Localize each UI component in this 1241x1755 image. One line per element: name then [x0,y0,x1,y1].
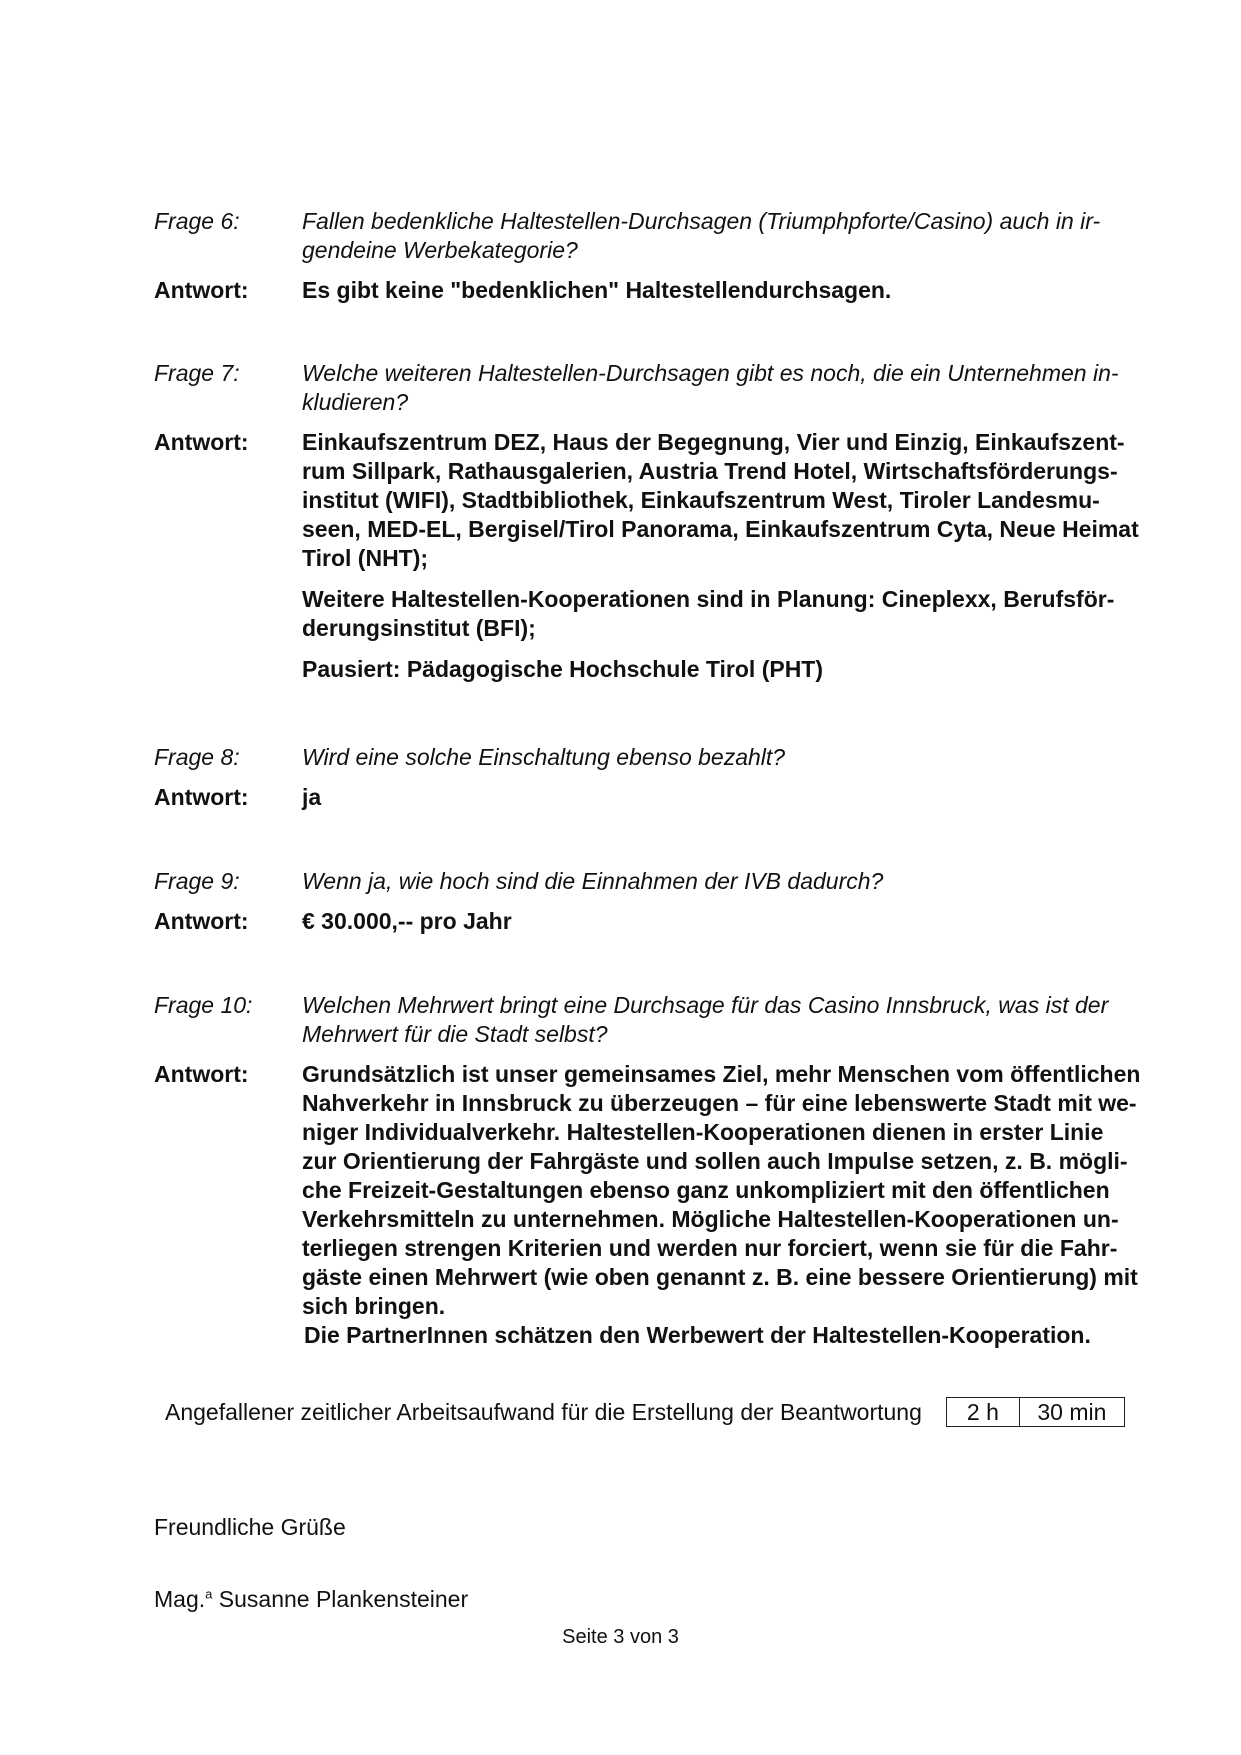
answer-label: Antwort: [154,277,249,303]
effort-minutes: 30 min [1037,1398,1107,1425]
question-label: Frage 6: [154,208,240,234]
qa-item-7 [154,359,1154,684]
answer-text: Es gibt keine "bedenklichen" Haltestellendurchsagen. [302,277,892,303]
answer-paragraph: Pausiert: Pädagogische Hochschule Tirol (PHT) [302,656,824,682]
answer-label: Antwort: [154,908,249,934]
question-text: Welche weiteren Haltestellen-Durchsagen gibt es noch, die ein Unternehmen in- kludieren? [302,360,1119,415]
answer-text: € 30.000,-- pro Jahr [302,908,512,934]
qa-item-9 [154,867,1154,936]
qa-item-10 [154,991,1154,1350]
answer-label: Antwort: [154,1061,249,1087]
answer-body [302,1060,1154,1350]
answer-label: Antwort: [154,784,249,810]
answer-body [302,428,1154,684]
qa-item-8 [154,743,1154,812]
answer-paragraph: Einkaufszentrum DEZ, Haus der Begegnung, Vier und Einzig, Einkaufszent- rum Sillpark, Rathausgalerien, Austria Trend Hotel, Wirtschaftsförderungs- institut (WIFI), Stadtbibliothek, Einkaufszentrum West, Tiroler Landesmu- seen, MED-EL, Bergisel/Tirol Panorama, Einkaufszentrum Cyta, Neue Heimat Tirol (NHT); [302,429,1139,571]
work-effort-label: Angefallener zeitlicher Arbeitsaufwand für die Erstellung der Beantwortung [165,1398,922,1425]
question-label: Frage 8: [154,744,240,770]
page-number: Seite 3 von 3 [562,1626,679,1648]
question-label: Frage 9: [154,868,240,894]
effort-hours: 2 h [947,1398,1020,1426]
question-text: Fallen bedenkliche Haltestellen-Durchsagen (Triumphpforte/Casino) auch in ir- gendeine Werbekategorie? [302,208,1101,263]
work-effort-row [165,1397,1125,1427]
work-effort-box [946,1397,1125,1427]
signature-name: Susanne Plankensteiner [218,1586,469,1612]
answer-paragraph: Weitere Haltestellen-Kooperationen sind in Planung: Cineplexx, Berufsför- derungsinstitut (BFI); [302,586,1115,641]
question-text: Welchen Mehrwert bringt eine Durchsage für das Casino Innsbruck, was ist der Mehrwert für die Stadt selbst? [302,992,1109,1047]
closing-greeting: Freundliche Grüße [154,1514,346,1540]
signature [154,1585,468,1614]
question-label: Frage 7: [154,360,240,386]
signature-title: Mag. [154,1586,206,1612]
signature-title-sup: a [205,1586,213,1602]
answer-text: ja [302,784,322,810]
question-text: Wenn ja, wie hoch sind die Einnahmen der IVB dadurch? [302,868,884,894]
question-label: Frage 10: [154,992,253,1018]
question-text: Wird eine solche Einschaltung ebenso bezahlt? [302,744,786,770]
answer-label: Antwort: [154,429,249,455]
answer-paragraph: Die PartnerInnen schätzen den Werbewert der Haltestellen-Kooperation. [304,1322,1091,1348]
qa-item-6 [154,207,1154,305]
answer-paragraph: Grundsätzlich ist unser gemeinsames Ziel, mehr Menschen vom öffentlichen Nahverkehr in Innsbruck zu überzeugen – für eine lebenswerte Stadt mit we- niger Individualverkehr. Haltestellen-Kooperationen dienen in erster Linie zur Orientierung der Fahrgäste und sollen auch Impulse setzen, z. B. mögli- che Freizeit-Gestaltungen ebenso ganz unkompliziert mit den öffentlichen Verkehrsmitteln zu unternehmen. Mögliche Haltestellen-Kooperationen un- terliegen strengen Kriterien und werden nur forciert, wenn sie für die Fahr- gäste einen Mehrwert (wie oben genannt z. B. eine bessere Orientierung) mit sich bringen. [302,1061,1141,1319]
